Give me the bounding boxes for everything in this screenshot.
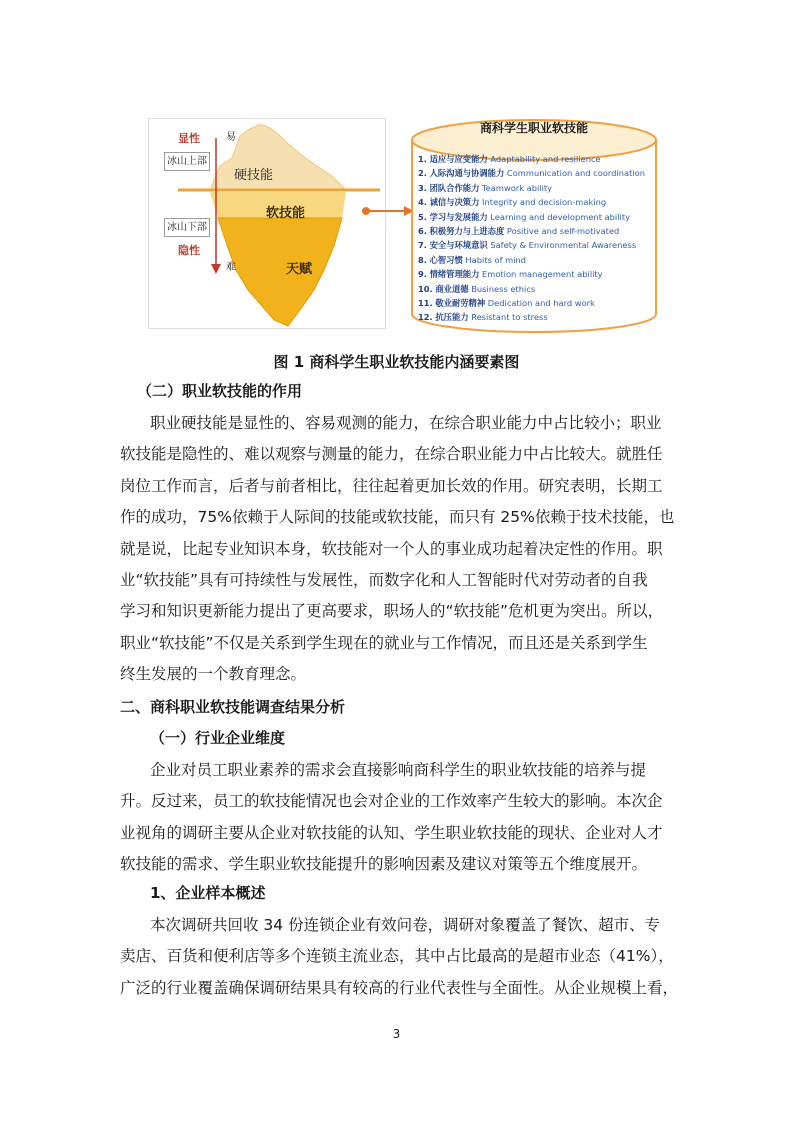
skill-number: 5.: [418, 211, 427, 222]
page-number: 3: [392, 1027, 401, 1041]
paragraph-line: 卖店、百货和便利店等多个连锁主流业态，其中占比最高的是超市业态（41%），: [120, 947, 674, 966]
skill-item: [418, 195, 645, 209]
cylinder-title-text: 商科学生职业软技能: [479, 121, 588, 135]
paragraph-line: 本次调研共回收 34 份连锁企业有效问卷，调研对象覆盖了餐饮、超市、专: [150, 916, 661, 934]
skill-name-en: Communication and coordination: [506, 168, 645, 179]
section-heading-role: （二）职业软技能的作用: [137, 382, 303, 400]
hidden-label: 隐性: [178, 244, 200, 257]
skill-name-cn: 团队合作能力: [429, 182, 480, 193]
skill-item: [418, 282, 645, 296]
skill-name-cn: 抗压能力: [435, 312, 469, 323]
paragraph-line: 职业硬技能是显性的、容易观测的能力，在综合职业能力中占比较小；职业: [150, 414, 662, 432]
skill-name-en: Safety & Environmental Awareness: [490, 240, 637, 251]
skill-name-cn: 积极努力与上进态度: [429, 226, 505, 237]
paragraph-line: 广泛的行业覆盖确保调研结果具有较高的行业代表性与全面性。从企业规模上看，: [120, 978, 679, 997]
skill-item: [418, 181, 645, 195]
above-iceberg-box: 冰山上部: [164, 152, 210, 171]
skill-name-cn: 诚信与决策力: [429, 197, 480, 208]
skill-number: 8.: [418, 254, 427, 265]
easy-label: 易: [226, 132, 236, 143]
paragraph-line: 作的成功，75%依赖于人际间的技能或软技能，而只有 25%依赖于技术技能，也: [120, 508, 675, 527]
skill-name-cn: 适应与应变能力: [429, 154, 488, 164]
paragraph-line: 升。反过来，员工的软技能情况也会对企业的工作效率产生较大的影响。本次企: [120, 792, 663, 811]
skill-name-cn: 人际沟通与协调能力: [429, 168, 505, 179]
section-heading-part2: 二、商科职业软技能调查结果分析: [120, 698, 346, 716]
skill-name-cn: 安全与环境意识: [429, 240, 488, 251]
paragraph-line: 业视角的调研主要从企业对软技能的认知、学生职业软技能的现状、企业对人才: [120, 823, 663, 842]
skill-number: 12.: [418, 312, 433, 323]
skill-name-en: Resistant to stress: [471, 312, 548, 323]
paragraph-line: 岗位工作而言，后者与前者相比，往往起着更加长效的作用。研究表明，长期工: [120, 476, 663, 495]
skill-name-en: Positive and self-motivated: [506, 226, 620, 237]
below-iceberg-box: 冰山下部: [164, 218, 210, 237]
skill-number: 3.: [418, 182, 427, 193]
section-heading-sample: 1、企业样本概述: [150, 884, 266, 902]
skill-number: 6.: [418, 226, 427, 237]
skill-number: 2.: [418, 168, 427, 179]
paragraph-line: 终生发展的一个教育理念。: [120, 665, 307, 684]
skill-item: [418, 238, 645, 252]
skill-item: [418, 296, 645, 310]
visible-label: 显性: [178, 132, 200, 145]
skill-name-cn: 敬业耐劳精神: [435, 298, 486, 309]
paragraph-line: 企业对员工职业素养的需求会直接影响商科学生的职业软技能的培养与提: [150, 761, 647, 779]
skill-name-en: Learning and development ability: [490, 211, 631, 222]
connector-arrow: [360, 204, 416, 218]
skill-item: [418, 310, 645, 324]
skill-number: 9.: [418, 269, 427, 280]
skill-name-en: Habits of mind: [465, 254, 527, 265]
skill-number: 10.: [418, 283, 433, 294]
skill-number: 4.: [418, 197, 427, 208]
skill-name-en: Dedication and hard work: [487, 298, 595, 309]
skill-name-en: Teamwork ability: [482, 182, 553, 193]
skill-number: 11.: [418, 298, 433, 309]
skill-name-cn: 情绪管理能力: [429, 269, 480, 280]
figure-caption: 图 1 商科学生职业软技能内涵要素图: [273, 353, 520, 371]
skill-name-en: Integrity and decision-making: [482, 197, 607, 208]
skill-list: [418, 152, 645, 325]
cylinder-title: [410, 118, 658, 135]
skill-item: [418, 166, 645, 180]
skill-item: [418, 267, 645, 281]
paragraph-line: 软技能是隐性的、难以观察与测量的能力，在综合职业能力中占比较大。就胜任: [120, 445, 663, 464]
skill-name-en: Adaptability and resilience: [490, 154, 601, 164]
skill-item: [418, 210, 645, 224]
skill-item: [418, 253, 645, 267]
skill-number: 7.: [418, 240, 427, 251]
soft-skill-figure: [148, 118, 658, 340]
skill-name-cn: 商业道德: [435, 283, 469, 294]
skill-name-en: Business ethics: [471, 283, 536, 294]
skill-name-cn: 心智习惯: [429, 254, 463, 265]
paragraph-line: 软技能的需求、学生职业软技能提升的影响因素及建议对策等五个维度展开。: [120, 854, 648, 873]
hard-label: 难: [226, 262, 236, 273]
section-heading-industry: （一）行业企业维度: [150, 729, 286, 747]
skill-item: [418, 152, 645, 166]
skill-number: 1.: [418, 154, 427, 164]
paragraph-line: 业“软技能”具有可持续性与发展性，而数字化和人工智能时代对劳动者的自我: [120, 571, 648, 589]
skill-item: [418, 224, 645, 238]
paragraph-line: 职业“软技能”不仅是关系到学生现在的就业与工作情况，而且还是关系到学生: [120, 633, 648, 652]
skill-name-en: Emotion management ability: [482, 269, 603, 280]
talent-label: 天赋: [286, 262, 313, 277]
soft-skill-label: 软技能: [266, 206, 306, 221]
skill-name-cn: 学习与发展能力: [429, 211, 488, 222]
hard-skill-label: 硬技能: [234, 168, 274, 183]
paragraph-line: 就是说，比起专业知识本身，软技能对一个人的事业成功起着决定性的作用。职: [120, 539, 663, 558]
paragraph-line: 学习和知识更新能力提出了更高要求，职场人的“软技能”危机更为突出。所以，: [120, 602, 664, 621]
